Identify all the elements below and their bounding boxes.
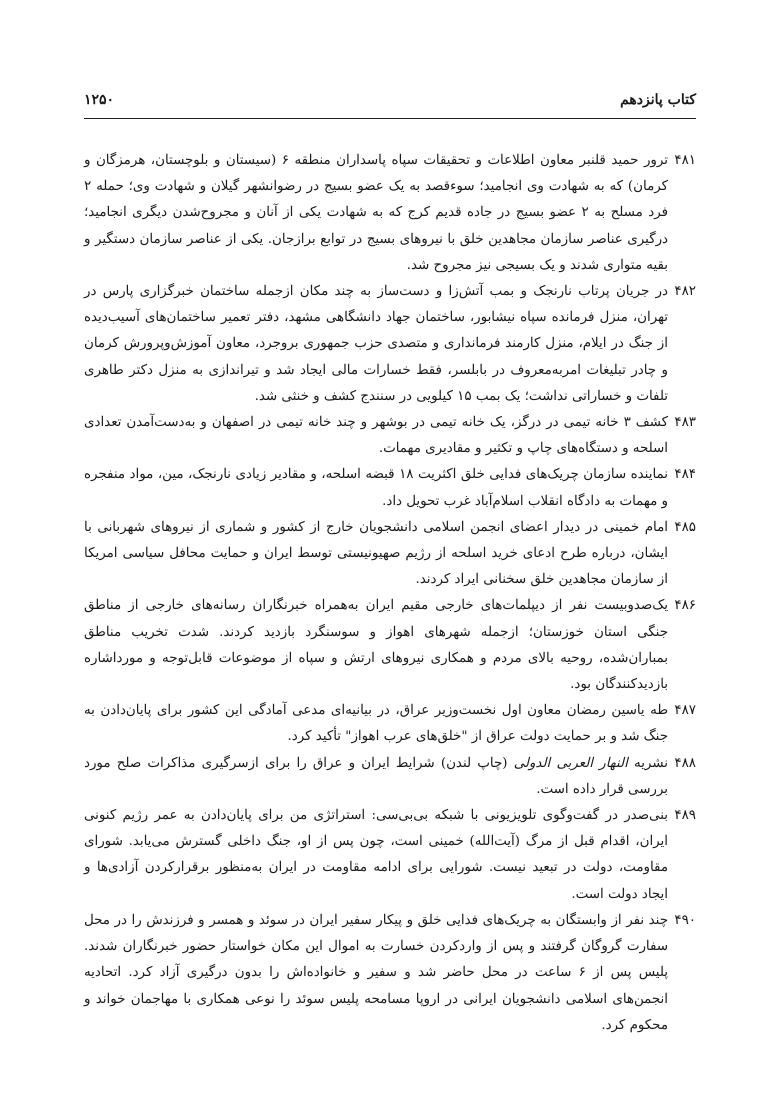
entry-number: ۴۹۰ xyxy=(674,912,696,928)
entry-text: بنی‌صدر در گفت‌وگوی تلویزیونی با شبکه بی‌بی‌سی: استراتژی من برای پایان‌دادن به عمر رژیم کنونی ایران، اقدام قبل از مرگ (آیت‌الله) خمینی است، چون پس از او، جنگ داخلی گسترش می‌یابد. شورای مقاومت، دولت در تبعید نیست. شورایی برای ادامه مقاومت در ایران به‌منظور برقرارکردن آزادی‌ها و ایجاد دولت است. xyxy=(84,808,668,902)
entry-487 xyxy=(84,698,696,750)
entry-485 xyxy=(84,515,696,594)
entry-482 xyxy=(84,279,696,410)
entry-text: ترور حمید قلنبر معاون اطلاعات و تحقیقات سپاه پاسداران منطقه ۶ (سیستان و بلوچستان، هرمزگان و کرمان) که به شهادت وی انجامید؛ سوءقصد به یک عضو بسیج در رضوانشهر گیلان و شهادت وی؛ حمله ۲ فرد مسلح به ۲ عضو بسیج در جاده قدیم کرج که به شهادت یکی از آنان و مجروح‌شدن دیگری انجامید؛ درگیری عناصر سازمان مجاهدین خلق با نیروهای بسیج در توابع برازجان. یکی از عناصر سازمان دستگیر و بقیه متواری شدند و یک بسیجی نیز مجروح شد. xyxy=(84,153,668,273)
entry-text: یک‌صدوبیست نفر از دیپلمات‌های خارجی مقیم ایران به‌همراه خبرنگاران رسانه‌های خارجی از مناطق جنگی استان خوزستان؛ ازجمله شهرهای اهواز و سوسنگرد بازدید کردند. شدت تخریب مناطق بمباران‌شده، روحیه بالای مردم و همکاری نیروهای ارتش و سپاه از موضوعات قابل‌توجه و مورداشاره بازدیدکنندگان بود. xyxy=(84,598,668,693)
entry-number: ۴۸۲ xyxy=(674,284,696,300)
entry-number: ۴۸۶ xyxy=(674,598,696,614)
entry-text-after: (چاپ لندن) شرایط ایران و عراق را برای ازسرگیری مذاکرات صلح مورد بررسی قرار داده است. xyxy=(84,755,668,797)
entry-481 xyxy=(84,148,696,279)
entry-text: طه یاسین رمضان معاون اول نخست‌وزیر عراق، در بیانیه‌ای مدعی آمادگی این کشور برای پایان‌دادن به جنگ شد و بر حمایت دولت عراق از "خلق‌های عرب اهواز" تأکید کرد. xyxy=(84,703,668,745)
entry-text: در جریان پرتاب نارنجک و بمب آتش‌زا و دست‌ساز به چند مکان ازجمله ساختمان خبرگزاری پارس در تهران، منزل فرمانده سپاه نیشابور، ساختمان جهاد دانشگاهی مشهد، دفتر تعمیر ساختمان‌های آسیب‌دیده از جنگ در ایلام، منزل کارمند فرمانداری و متصدی حزب جمهوری بروجرد، معاون آموزش‌وپرورش کرمان و چادر تبلیغات امربه‌معروف در بابلسر، فقط خسارات مالی ایجاد شد و تیراندازی به منزل دکتر طاهری تلفات و خساراتی نداشت؛ یک بمب ۱۵ کیلویی در سنندج کشف و خنثی شد. xyxy=(84,284,668,404)
entry-number: ۴۸۸ xyxy=(674,755,696,771)
entry-number: ۴۸۳ xyxy=(674,415,696,431)
page-number: ۱۲۵۰ xyxy=(84,92,115,108)
publication-title: النهار العربی الدولی xyxy=(513,755,628,771)
entry-text: نماینده سازمان چریک‌های فدایی خلق اکثریت ۱۸ قبضه اسلحه، و مقادیر زیادی نارنجک، مین، مواد منفجره و مهمات به دادگاه انقلاب اسلام‌آباد غرب تحویل داد. xyxy=(84,467,668,509)
entry-text-before: نشریه xyxy=(627,755,668,771)
entry-number: ۴۸۹ xyxy=(674,808,696,824)
entry-number: ۴۸۴ xyxy=(674,467,696,483)
entry-483 xyxy=(84,410,696,462)
entry-number: ۴۸۵ xyxy=(674,519,696,535)
entry-490 xyxy=(84,908,696,1039)
entry-text: امام خمینی در دیدار اعضای انجمن اسلامی دانشجویان خارج از کشور و شماری از نیروهای شهربانی با ایشان، درباره طرح ادعای خرید اسلحه از رژیم صهیونیستی توسط ایران و حمایت محافل سیاسی امریکا از سازمان مجاهدین خلق سخنانی ایراد کردند. xyxy=(84,519,668,588)
entry-484 xyxy=(84,462,696,514)
entry-488 xyxy=(84,751,696,803)
book-title: کتاب پانزدهم xyxy=(620,92,696,108)
entry-text: کشف ۳ خانه تیمی در درگز، یک خانه تیمی در بوشهر و چند خانه تیمی در اصفهان و به‌دست‌آمدن تعدادی اسلحه و دستگاه‌های چاپ و تکثیر و مقادیری مهمات. xyxy=(84,415,668,457)
page-header xyxy=(84,92,696,116)
entry-486 xyxy=(84,593,696,698)
header-divider xyxy=(84,118,696,119)
entry-number: ۴۸۱ xyxy=(674,153,696,168)
page-body xyxy=(84,148,696,1039)
entry-number: ۴۸۷ xyxy=(674,703,696,719)
entry-text: چند نفر از وابستگان به چریک‌های فدایی خلق و پیکار سفیر ایران در سوئد و همسر و فرزندش را در محل سفارت گروگان گرفتند و پس از واردکردن خسارت به اموال این مکان خواستار حضور خبرنگاران شدند. پلیس پس از ۶ ساعت در محل حاضر شد و سفیر و خانواده‌اش را بدون درگیری آزاد کرد. اتحادیه انجمن‌های اسلامی دانشجویان ایرانی در اروپا مسامحه پلیس سوئد را نوعی همکاری با مهاجمان خواند و محکوم کرد. xyxy=(84,912,668,1033)
entry-489 xyxy=(84,803,696,908)
